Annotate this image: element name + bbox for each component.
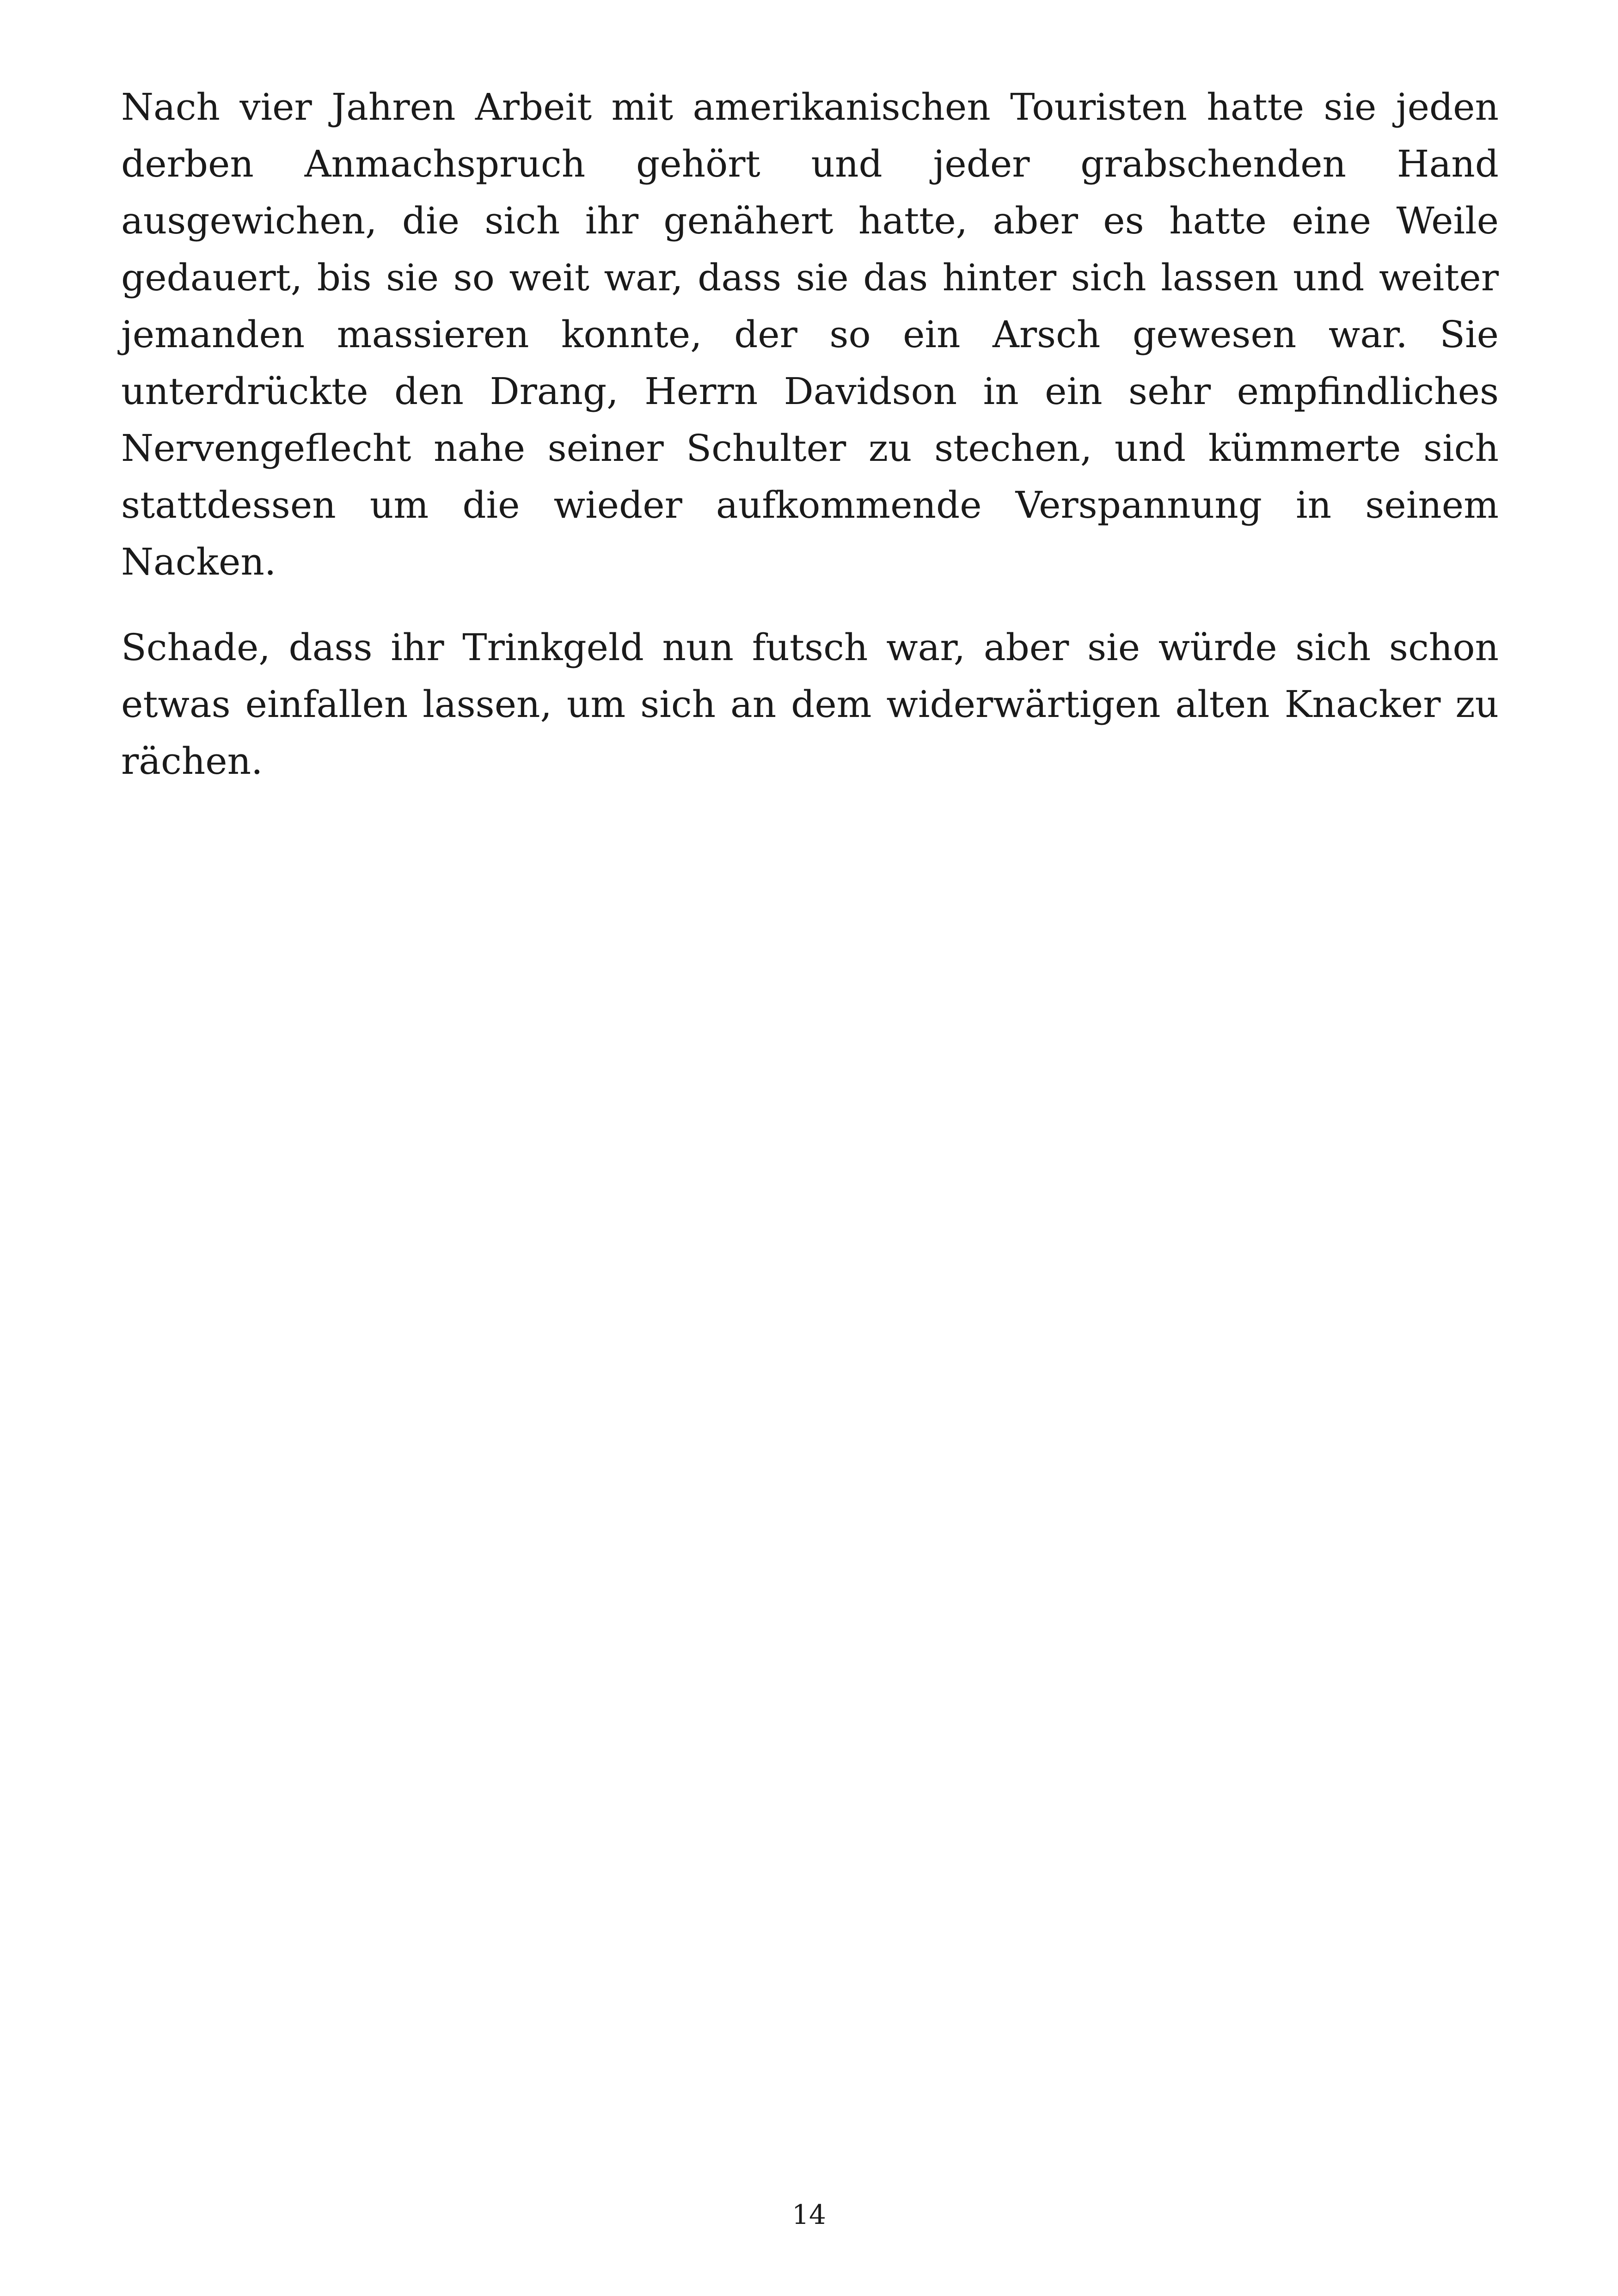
page-number: 14 [792,2199,826,2230]
paragraph-2: Schade, dass ihr Trinkgeld nun futsch war, aber sie würde sich schon etwas einfallen lassen, um sich an dem widerwärtigen alten Knacker zu rächen. [121,626,1499,783]
body-text [121,79,1499,790]
paragraph-1: Nach vier Jahren Arbeit mit amerikanischen Touristen hatte sie jeden derben Anmachspruch gehört und jeder grabschenden Hand ausgewichen, die sich ihr genähert hatte, aber es hatte eine Weile gedauert, bis sie so weit war, dass sie das hinter sich lassen und weiter jemanden massieren konnte, der so ein Arsch gewesen war. Sie unterdrückte den Drang, Herrn Davidson in ein sehr empfindliches Nervengeflecht nahe seiner Schulter zu stechen, und kümmerte sich stattdessen um die wieder aufkommende Verspannung in seinem Nacken. [121,86,1499,583]
